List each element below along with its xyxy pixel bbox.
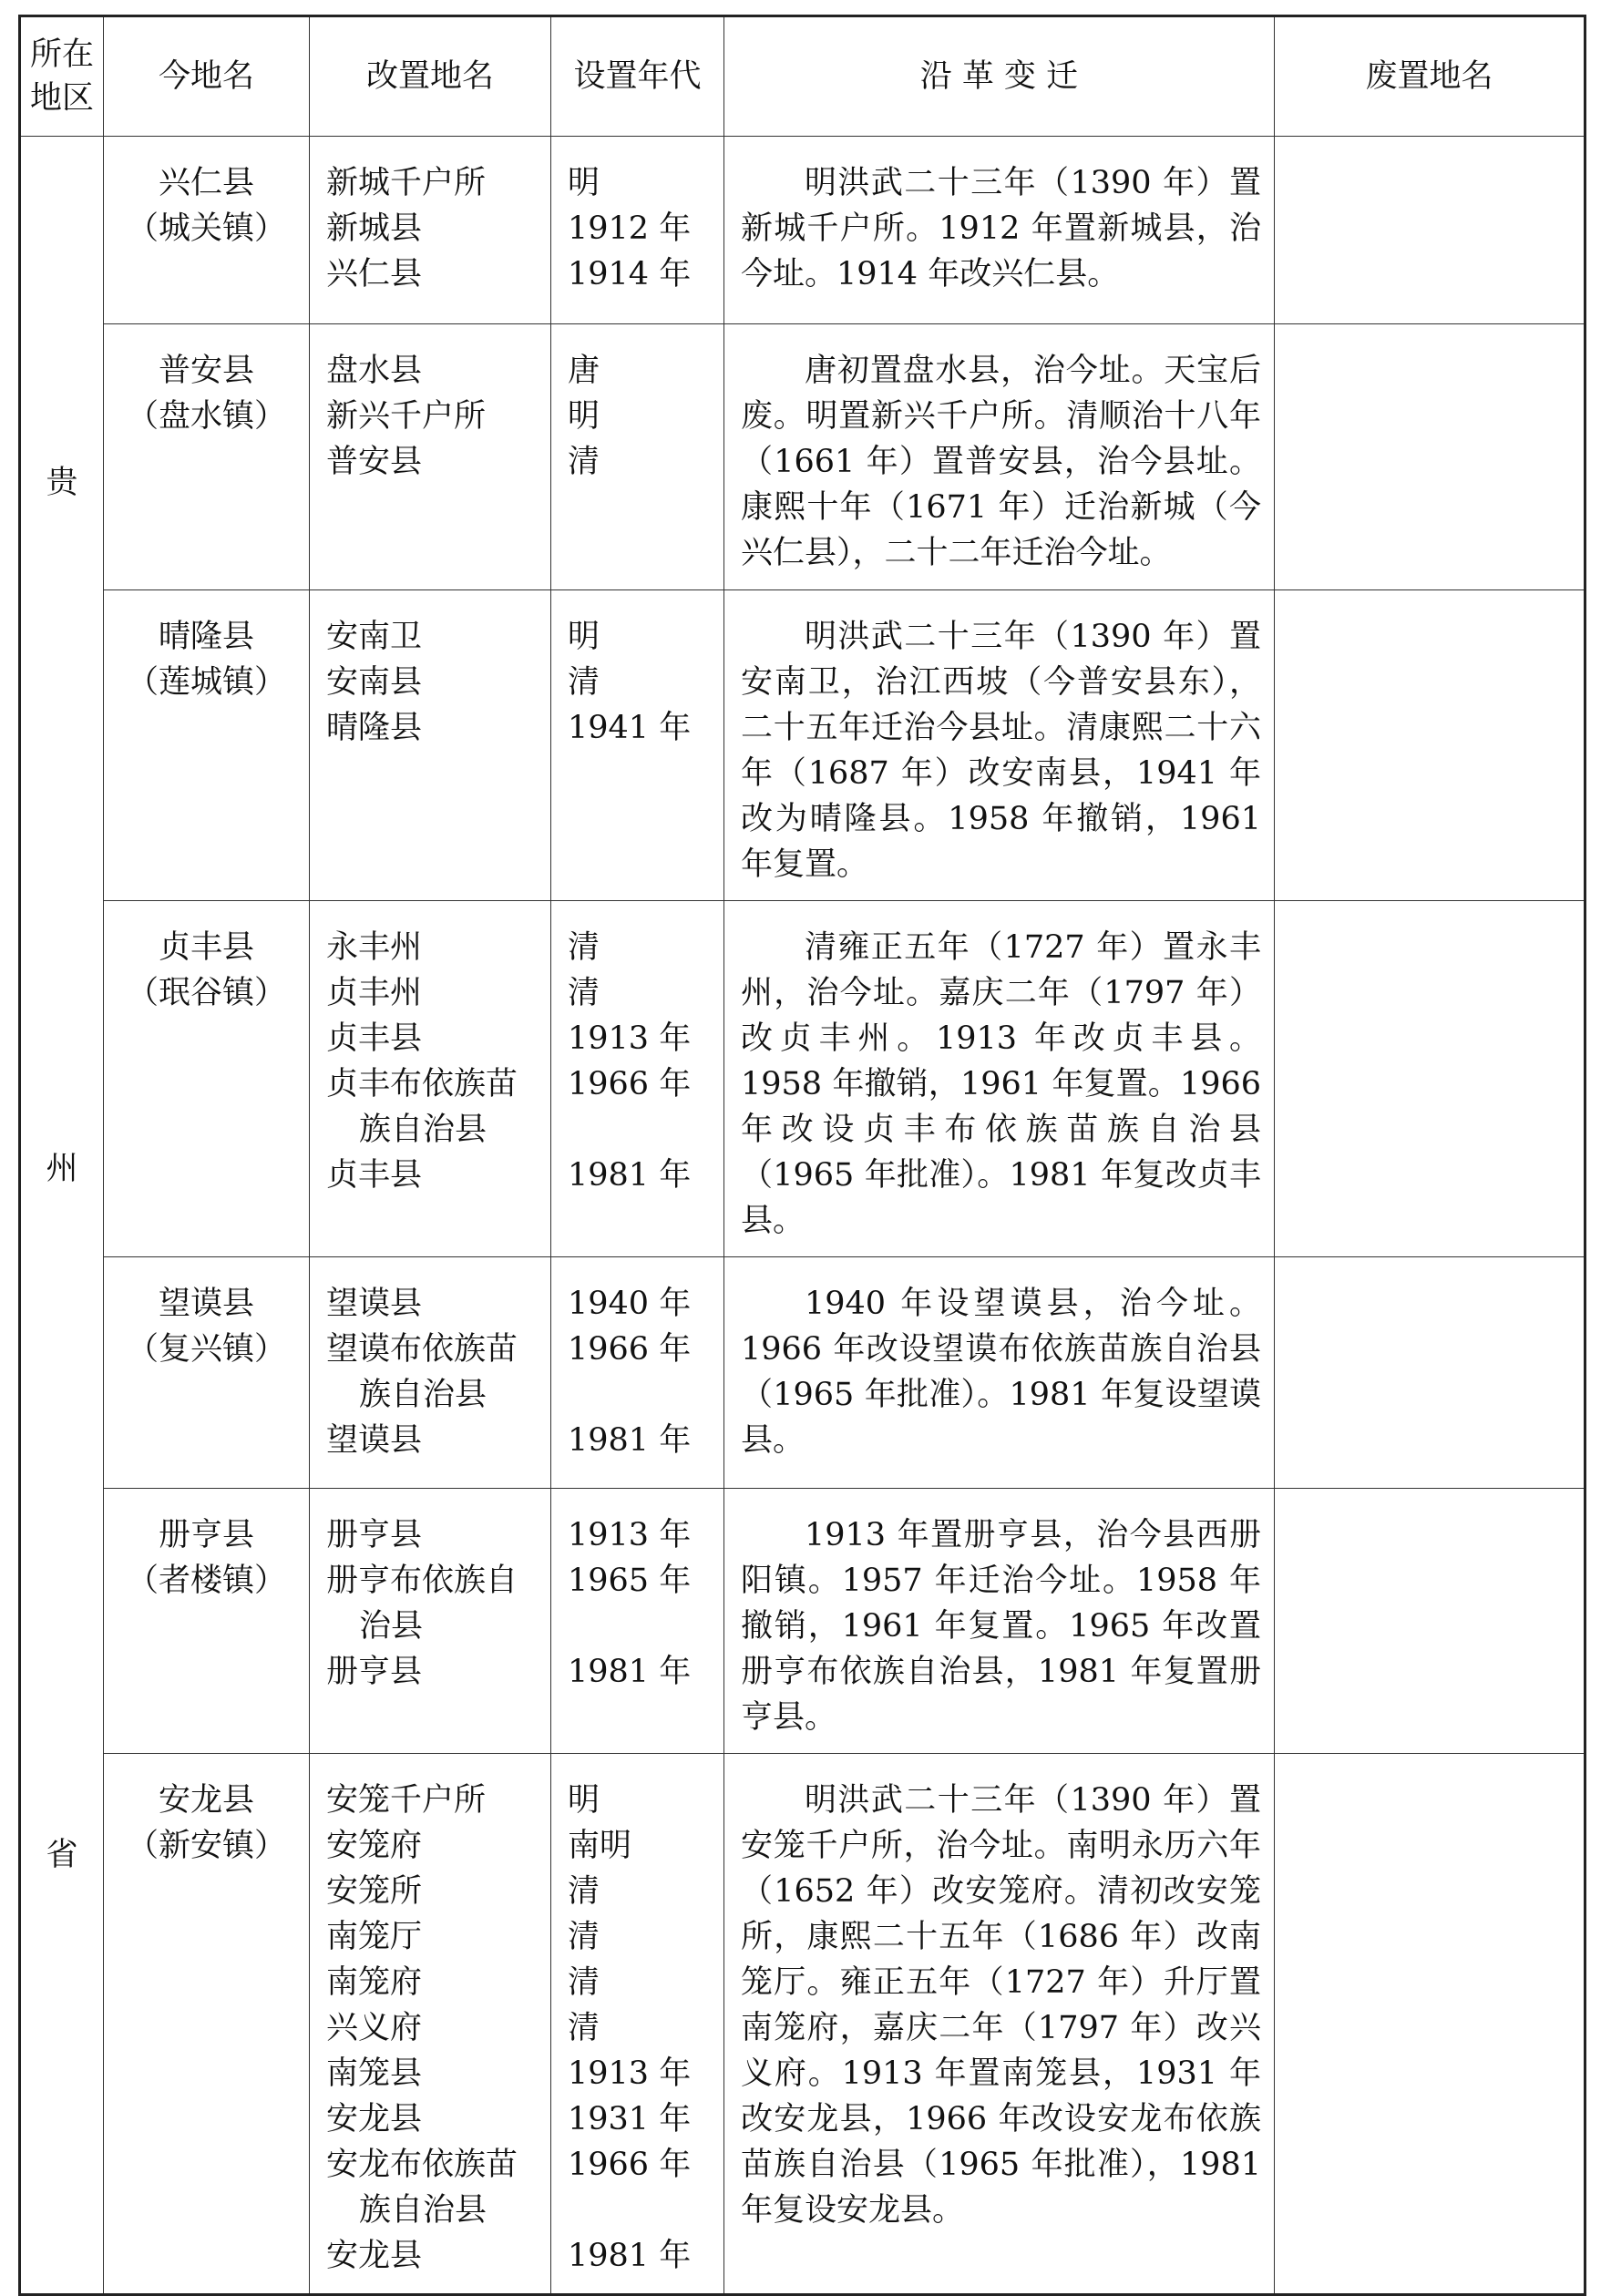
renamed-cell — [310, 1257, 551, 1489]
abolished-cell — [1275, 324, 1585, 590]
era-entry: 清 — [568, 2010, 600, 2046]
era-entry: 南明 — [568, 1828, 632, 1864]
modern-name — [104, 590, 309, 718]
header-era: 设置年代 — [551, 16, 724, 137]
era-cell — [551, 901, 724, 1257]
region-char: 省 — [46, 1837, 78, 1874]
era-spacer — [568, 1107, 714, 1153]
abolished-text — [1275, 324, 1584, 361]
era-spacer — [568, 1372, 714, 1418]
renamed-entry: 贞丰县 — [326, 1157, 423, 1194]
history-text: 明洪武二十三年（1390 年）置安南卫，治江西坡（今普安县东），二十五年迁治今县址。清康熙二十六年（1687 年）改安南县，1941 年改为晴隆县。1958 年撤销，1961 年复置。 — [741, 619, 1261, 883]
era-cell — [551, 1754, 724, 2295]
table-row — [20, 324, 1585, 590]
era-list — [551, 1754, 723, 2291]
county-seat: （莲城镇） — [126, 664, 286, 701]
era-entry: 1914 年 — [568, 256, 692, 292]
gazetteer-table — [18, 15, 1586, 2296]
history-cell — [724, 1754, 1275, 2295]
renamed-entry: 南笼厅 — [326, 1919, 423, 1955]
county-name: 望谟县 — [158, 1286, 254, 1322]
renamed-entry: 安笼所 — [326, 1873, 423, 1910]
era-entry: 1981 年 — [568, 1157, 692, 1194]
abolished-text — [1275, 1489, 1584, 1525]
era-entry: 1966 年 — [568, 2147, 692, 2183]
renamed-cell — [310, 137, 551, 324]
era-entry: 1965 年 — [568, 1563, 692, 1599]
renamed-entry: 贞丰布依族苗 — [326, 1066, 518, 1102]
history-text: 明洪武二十三年（1390 年）置新城千户所。1912 年置新城县，治今址。1914 年改兴仁县。 — [741, 165, 1261, 292]
region-label — [21, 137, 103, 2196]
renamed-entry: 新城县 — [326, 210, 423, 247]
renamed-entry: 治县 — [359, 1608, 424, 1645]
renamed-list — [310, 590, 550, 764]
modern-name — [104, 901, 309, 1029]
abolished-cell — [1275, 1754, 1585, 2295]
county-seat: （复兴镇） — [126, 1331, 286, 1368]
table-body — [20, 137, 1585, 2295]
era-entry: 明 — [568, 1782, 600, 1819]
renamed-cell — [310, 324, 551, 590]
abolished-cell — [1275, 1257, 1585, 1489]
renamed-entry: 安龙县 — [326, 2238, 423, 2274]
era-entry: 1966 年 — [568, 1066, 692, 1102]
abolished-text — [1275, 590, 1584, 627]
history-text: 清雍正五年（1727 年）置永丰州，治今址。嘉庆二年（1797 年）改贞丰州。1913 年改贞丰县。1958 年撤销，1961 年复置。1966 年改设贞丰布依族苗族自治县（1965 年批准）。1981 年复改贞丰县。 — [741, 929, 1261, 1239]
renamed-entry: 盘水县 — [326, 353, 423, 389]
header-abolished: 废置地名 — [1275, 16, 1585, 137]
era-entry: 明 — [568, 165, 600, 201]
county-seat: （珉谷镇） — [126, 975, 286, 1011]
modern-name — [104, 1257, 309, 1385]
era-entry: 1981 年 — [568, 1654, 692, 1690]
era-list — [551, 1489, 723, 1707]
era-entry: 1940 年 — [568, 1286, 692, 1322]
abolished-text — [1275, 137, 1584, 173]
county-seat: （者楼镇） — [126, 1563, 286, 1599]
history-cell — [724, 137, 1275, 324]
renamed-entry: 望谟布依族苗 — [326, 1331, 518, 1368]
abolished-text — [1275, 1257, 1584, 1294]
renamed-entry: 安笼千户所 — [326, 1782, 487, 1819]
era-entry: 1913 年 — [568, 1020, 692, 1057]
renamed-entry: 册亨县 — [326, 1654, 423, 1690]
region-cell — [20, 137, 104, 2295]
renamed-list — [310, 901, 550, 1211]
renamed-entry: 贞丰县 — [326, 1020, 423, 1057]
era-entry: 1941 年 — [568, 710, 692, 746]
renamed-entry: 晴隆县 — [326, 710, 423, 746]
renamed-entry: 册亨县 — [326, 1517, 423, 1553]
renamed-entry: 新兴千户所 — [326, 398, 487, 435]
table-row — [20, 1489, 1585, 1754]
era-entry: 清 — [568, 664, 600, 701]
renamed-cell — [310, 590, 551, 901]
modern-name-cell — [104, 590, 310, 901]
era-entry: 1913 年 — [568, 1517, 692, 1553]
modern-name-cell — [104, 1489, 310, 1754]
era-cell — [551, 1489, 724, 1754]
era-entry: 清 — [568, 444, 600, 480]
table-row — [20, 590, 1585, 901]
modern-name-cell — [104, 1754, 310, 2295]
table-row — [20, 137, 1585, 324]
history-text: 1913 年置册亨县，治今县西册阳镇。1957 年迁治今址。1958 年撤销，1961 年复置。1965 年改置册亨布依族自治县，1981 年复置册亨县。 — [741, 1517, 1261, 1736]
renamed-entry: 安龙县 — [326, 2101, 423, 2137]
era-entry: 1966 年 — [568, 1331, 692, 1368]
era-list — [551, 1257, 723, 1476]
renamed-cell — [310, 901, 551, 1257]
modern-name-cell — [104, 1257, 310, 1489]
era-entry: 清 — [568, 929, 600, 966]
renamed-entry: 册亨布依族自 — [326, 1563, 518, 1599]
modern-name — [104, 137, 309, 264]
county-name: 贞丰县 — [158, 929, 254, 966]
history-text: 1940 年设望谟县，治今址。1966 年改设望谟布依族苗族自治县（1965 年批准）。1981 年复设望谟县。 — [741, 1286, 1261, 1459]
table-row — [20, 901, 1585, 1257]
renamed-entry: 普安县 — [326, 444, 423, 480]
renamed-entry: 新城千户所 — [326, 165, 487, 201]
county-name: 册亨县 — [158, 1517, 254, 1553]
abolished-cell — [1275, 1489, 1585, 1754]
renamed-entry: 族自治县 — [359, 2192, 487, 2229]
header-renamed: 改置地名 — [310, 16, 551, 137]
county-name: 兴仁县 — [158, 165, 254, 201]
county-seat: （新安镇） — [126, 1828, 286, 1864]
era-entry: 1981 年 — [568, 2238, 692, 2274]
era-entry: 清 — [568, 1873, 600, 1910]
renamed-list — [310, 1489, 550, 1707]
era-entry: 唐 — [568, 353, 600, 389]
header-region: 所在地区 — [20, 16, 104, 137]
renamed-list — [310, 1257, 550, 1476]
history-cell — [724, 324, 1275, 590]
county-name: 普安县 — [158, 353, 254, 389]
era-entry: 明 — [568, 619, 600, 655]
renamed-entry: 安笼府 — [326, 1828, 423, 1864]
renamed-entry: 安南县 — [326, 664, 423, 701]
era-cell — [551, 1257, 724, 1489]
era-entry: 清 — [568, 1919, 600, 1955]
modern-name — [104, 1754, 309, 1881]
era-entry: 明 — [568, 398, 600, 435]
era-entry: 清 — [568, 1964, 600, 2001]
renamed-list — [310, 1754, 550, 2291]
era-cell — [551, 137, 724, 324]
history-cell — [724, 590, 1275, 901]
header-history: 沿 革 变 迁 — [724, 16, 1275, 137]
renamed-entry: 望谟县 — [326, 1286, 423, 1322]
modern-name-cell — [104, 901, 310, 1257]
region-char: 州 — [46, 1150, 78, 1187]
era-list — [551, 901, 723, 1211]
abolished-text — [1275, 1754, 1584, 1790]
abolished-cell — [1275, 590, 1585, 901]
header-modern-name: 今地名 — [104, 16, 310, 137]
era-entry: 1981 年 — [568, 1422, 692, 1459]
era-cell — [551, 324, 724, 590]
era-spacer — [568, 2188, 714, 2233]
modern-name — [104, 1489, 309, 1616]
renamed-entry: 望谟县 — [326, 1422, 423, 1459]
abolished-cell — [1275, 137, 1585, 324]
history-text: 唐初置盘水县，治今址。天宝后废。明置新兴千户所。清顺治十八年（1661 年）置普安县，治今县址。康熙十年（1671 年）迁治新城（今兴仁县），二十二年迁治今址。 — [741, 353, 1261, 571]
renamed-entry: 贞丰州 — [326, 975, 423, 1011]
modern-name — [104, 324, 309, 452]
county-name: 安龙县 — [158, 1782, 254, 1819]
modern-name-cell — [104, 137, 310, 324]
renamed-entry: 南笼县 — [326, 2055, 423, 2092]
renamed-cell — [310, 1754, 551, 2295]
county-name: 晴隆县 — [158, 619, 254, 655]
renamed-entry: 南笼府 — [326, 1964, 423, 2001]
renamed-entry: 安龙布依族苗 — [326, 2147, 518, 2183]
renamed-entry: 族自治县 — [359, 1112, 487, 1148]
history-cell — [724, 1257, 1275, 1489]
renamed-list — [310, 324, 550, 497]
region-char: 贵 — [46, 464, 78, 501]
table-row — [20, 1754, 1585, 2295]
renamed-entry: 族自治县 — [359, 1377, 487, 1413]
header-row — [20, 16, 1585, 137]
era-spacer — [568, 1604, 714, 1649]
renamed-entry: 兴义府 — [326, 2010, 423, 2046]
era-list — [551, 137, 723, 310]
county-seat: （城关镇） — [126, 210, 286, 247]
table-row — [20, 1257, 1585, 1489]
era-entry: 1913 年 — [568, 2055, 692, 2092]
county-seat: （盘水镇） — [126, 398, 286, 435]
renamed-list — [310, 137, 550, 310]
era-list — [551, 590, 723, 764]
renamed-entry: 安南卫 — [326, 619, 423, 655]
era-list — [551, 324, 723, 497]
renamed-entry: 永丰州 — [326, 929, 423, 966]
abolished-text — [1275, 901, 1584, 938]
renamed-cell — [310, 1489, 551, 1754]
history-cell — [724, 1489, 1275, 1754]
history-cell — [724, 901, 1275, 1257]
era-entry: 1912 年 — [568, 210, 692, 247]
abolished-cell — [1275, 901, 1585, 1257]
era-entry: 清 — [568, 975, 600, 1011]
era-entry: 1931 年 — [568, 2101, 692, 2137]
era-cell — [551, 590, 724, 901]
renamed-entry: 兴仁县 — [326, 256, 423, 292]
modern-name-cell — [104, 324, 310, 590]
history-text: 明洪武二十三年（1390 年）置安笼千户所，治今址。南明永历六年（1652 年）改安笼府。清初改安笼所，康熙二十五年（1686 年）改南笼厅。雍正五年（1727 年）升厅置南笼府，嘉庆二年（1797 年）改兴义府。1913 年置南笼县，1931 年改安龙县，1966 年改设安龙布依族苗族自治县（1965 年批准），1981 年复设安龙县。 — [741, 1782, 1261, 2229]
